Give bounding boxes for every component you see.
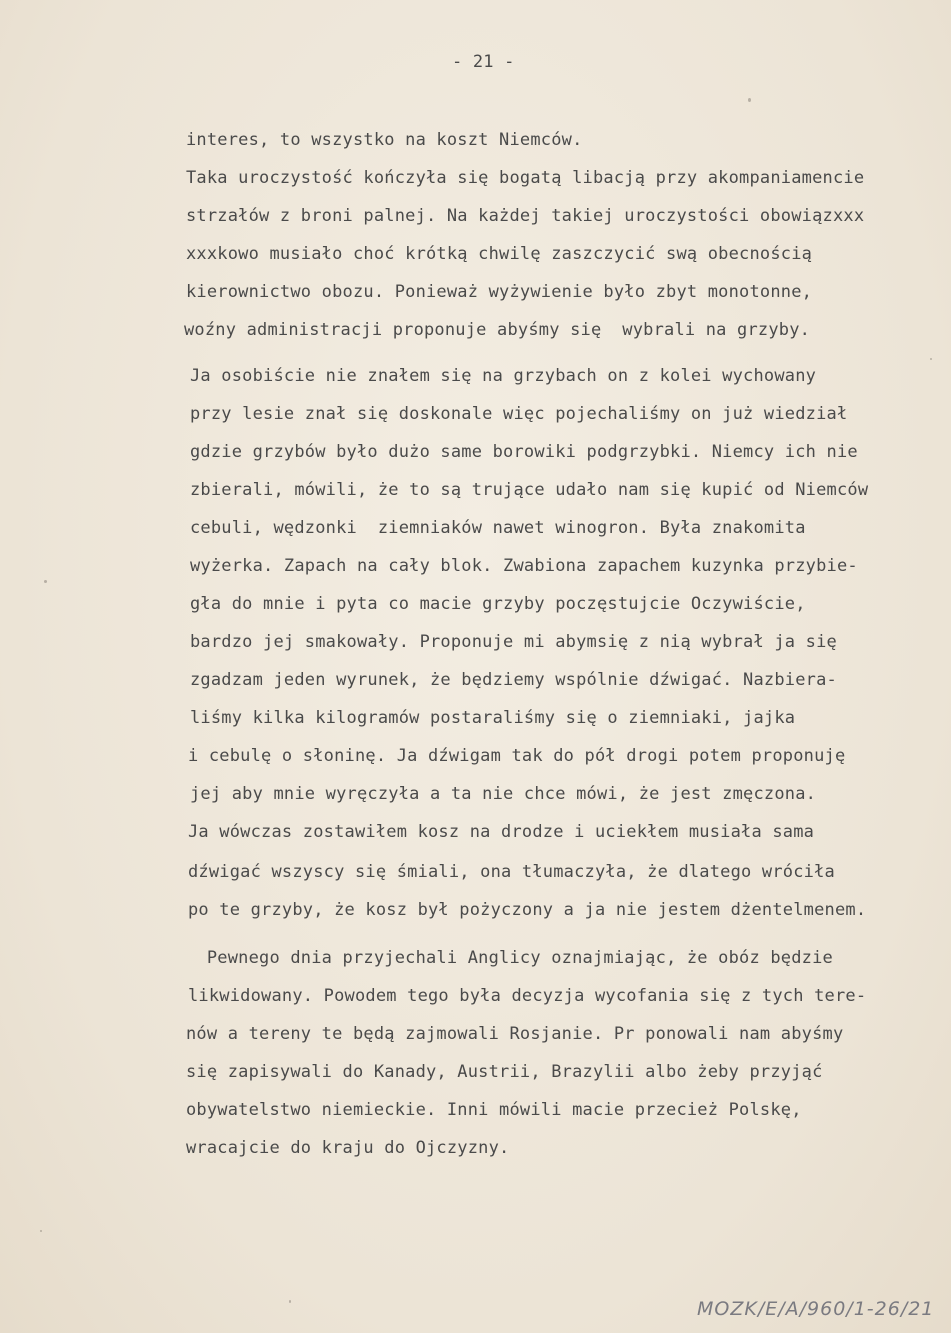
- text-line: woźny administracji proponuje abyśmy się wybrali na grzyby.: [184, 320, 811, 340]
- text-line: gła do mnie i pyta co macie grzyby poczęstujcie Oczywiście,: [190, 594, 806, 614]
- text-line: Pewnego dnia przyjechali Anglicy oznajmiając, że obóz będzie: [186, 948, 833, 968]
- text-line: interes, to wszystko na koszt Niemców.: [186, 130, 583, 150]
- text-line: likwidowany. Powodem tego była decyzja wycofania się z tych tere-: [188, 986, 867, 1006]
- paper-speck: [289, 1300, 291, 1303]
- text-line: Ja wówczas zostawiłem kosz na drodze i uciekłem musiała sama: [188, 822, 815, 842]
- text-line: gdzie grzybów było dużo same borowiki podgrzybki. Niemcy ich nie: [190, 442, 858, 462]
- text-line: przy lesie znał się doskonale więc pojechaliśmy on już wiedział: [190, 404, 848, 424]
- text-line: po te grzyby, że kosz był pożyczony a ja nie jestem dżentelmenem.: [188, 900, 867, 920]
- text-line: bardzo jej smakowały. Proponuje mi abymsię z nią wybrał ja się: [190, 632, 837, 652]
- page-number: - 21 -: [452, 52, 515, 72]
- text-line: jej aby mnie wyręczyła a ta nie chce mówi, że jest zmęczona.: [190, 784, 817, 804]
- text-line: strzałów z broni palnej. Na każdej takiej uroczystości obowiązxxx: [186, 206, 865, 226]
- text-line: nów a tereny te będą zajmowali Rosjanie. Pr ponowali nam abyśmy: [186, 1024, 844, 1044]
- paper-speck: [748, 98, 751, 102]
- text-line: wyżerka. Zapach na cały blok. Zwabiona zapachem kuzynka przybie-: [190, 556, 858, 576]
- text-line: wracajcie do kraju do Ojczyzny.: [186, 1138, 510, 1158]
- text-line: i cebulę o słoninę. Ja dźwigam tak do pół drogi potem proponuję: [188, 746, 846, 766]
- paper-speck: [930, 358, 932, 360]
- text-line: Ja osobiście nie znałem się na grzybach on z kolei wychowany: [190, 366, 817, 386]
- text-line: dźwigać wszyscy się śmiali, ona tłumaczyła, że dlatego wróciła: [188, 862, 835, 882]
- text-line: kierownictwo obozu. Ponieważ wyżywienie było zbyt monotonne,: [186, 282, 813, 302]
- paper-speck: [44, 580, 47, 583]
- text-line: zgadzam jeden wyrunek, że będziemy wspólnie dźwigać. Nazbiera-: [190, 670, 837, 690]
- text-line: liśmy kilka kilogramów postaraliśmy się o ziemniaki, jajka: [190, 708, 796, 728]
- text-line: Taka uroczystość kończyła się bogatą libacją przy akompaniamencie: [186, 168, 865, 188]
- text-line: zbierali, mówili, że to są trujące udało nam się kupić od Niemców: [190, 480, 869, 500]
- text-line: xxxkowo musiało choć krótką chwilę zaszczycić swą obecnością: [186, 244, 813, 264]
- paper-speck: [40, 1230, 42, 1232]
- text-line: obywatelstwo niemieckie. Inni mówili macie przecież Polskę,: [186, 1100, 802, 1120]
- text-line: cebuli, wędzonki ziemniaków nawet winogron. Była znakomita: [190, 518, 806, 538]
- text-line: się zapisywali do Kanady, Austrii, Brazylii albo żeby przyjąć: [186, 1062, 823, 1082]
- archive-signature: MOZK/E/A/960/1-26/21: [697, 1298, 935, 1320]
